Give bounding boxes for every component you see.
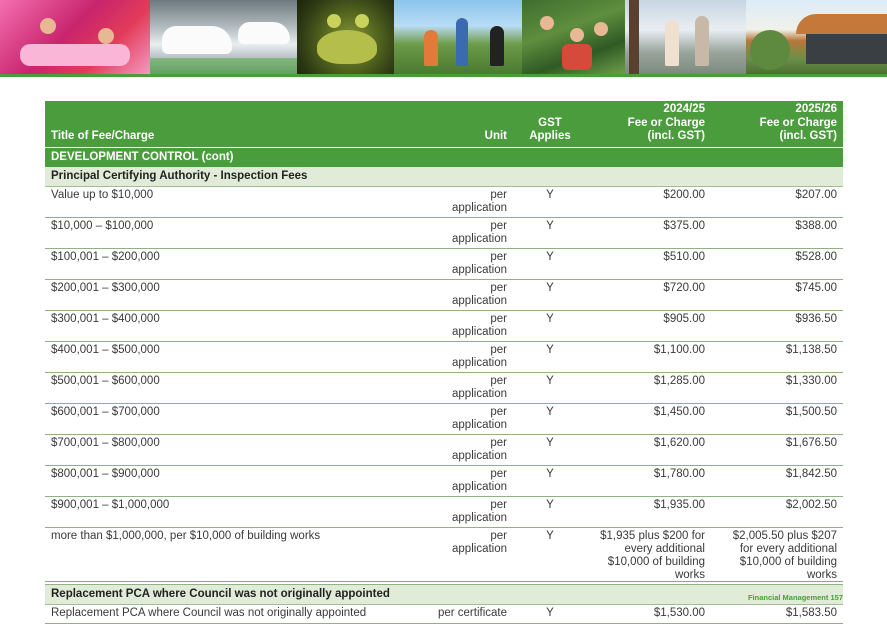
cell-unit: per application: [427, 372, 513, 403]
cell-gst: Y: [513, 310, 587, 341]
cell-unit: per application: [427, 279, 513, 310]
cell-title: $700,001 – $800,000: [45, 434, 427, 465]
photo-kids-garden: [522, 0, 625, 74]
table-row: [45, 604, 843, 623]
cell-fee-2024-25: $375.00: [587, 217, 711, 248]
table-row: [45, 279, 843, 310]
cell-unit: per application: [427, 248, 513, 279]
cell-title: $800,001 – $900,000: [45, 465, 427, 496]
table-row: [45, 465, 843, 496]
footer-divider: [45, 581, 843, 582]
cell-gst: Y: [513, 248, 587, 279]
cell-unit: per application: [427, 341, 513, 372]
table-row: [45, 217, 843, 248]
cell-fee-2025-26: $1,330.00: [711, 372, 843, 403]
photo-street-walk: [625, 0, 746, 74]
cell-title: $300,001 – $400,000: [45, 310, 427, 341]
cell-fee-2025-26: $936.50: [711, 310, 843, 341]
cell-fee-2025-26: $388.00: [711, 217, 843, 248]
cell-unit: per application: [427, 527, 513, 584]
cell-fee-2024-25: $1,935 plus $200 for every additional $10,000 of building works: [587, 527, 711, 584]
cell-fee-2025-26: $745.00: [711, 279, 843, 310]
photo-kids-reading: [0, 0, 150, 74]
cell-gst: Y: [513, 403, 587, 434]
cell-fee-2024-25: $905.00: [587, 310, 711, 341]
cell-unit: per application: [427, 403, 513, 434]
cell-fee-2024-25: $1,620.00: [587, 434, 711, 465]
table-row: [45, 310, 843, 341]
header-gst: GST Applies: [513, 101, 587, 147]
cell-fee-2024-25: $1,285.00: [587, 372, 711, 403]
cell-fee-2025-26: $1,138.50: [711, 341, 843, 372]
cell-gst: Y: [513, 527, 587, 584]
header-title: Title of Fee/Charge: [45, 101, 427, 147]
cell-fee-2024-25: $1,450.00: [587, 403, 711, 434]
cell-gst: Y: [513, 186, 587, 217]
page-footer: Financial Management 157: [747, 593, 843, 602]
cell-gst: Y: [513, 341, 587, 372]
header-fee-2025-26: 2025/26 Fee or Charge (incl. GST): [711, 101, 843, 147]
cell-fee-2024-25: $1,530.00: [587, 604, 711, 623]
cell-fee-2025-26: $1,842.50: [711, 465, 843, 496]
cell-fee-2025-26: $2,002.50: [711, 496, 843, 527]
cell-unit: per application: [427, 186, 513, 217]
header-fee-2024-25: 2024/25 Fee or Charge (incl. GST): [587, 101, 711, 147]
cell-fee-2024-25: $200.00: [587, 186, 711, 217]
cell-unit: per application: [427, 310, 513, 341]
photo-family-park: [394, 0, 522, 74]
cell-gst: Y: [513, 372, 587, 403]
table-header-row: [45, 101, 843, 147]
cell-unit: per certificate: [427, 604, 513, 623]
cell-fee-2024-25: $1,100.00: [587, 341, 711, 372]
header-unit: Unit: [427, 101, 513, 147]
banner-divider: [0, 74, 887, 77]
cell-gst: Y: [513, 217, 587, 248]
cell-gst: Y: [513, 604, 587, 623]
cell-gst: Y: [513, 434, 587, 465]
cell-unit: per application: [427, 434, 513, 465]
table-row: [45, 496, 843, 527]
cell-gst: Y: [513, 465, 587, 496]
cell-fee-2024-25: $510.00: [587, 248, 711, 279]
table-row: [45, 341, 843, 372]
cell-title: $100,001 – $200,000: [45, 248, 427, 279]
cell-fee-2025-26: $1,583.50: [711, 604, 843, 623]
cell-title: $500,001 – $600,000: [45, 372, 427, 403]
cell-unit: per application: [427, 217, 513, 248]
cell-fee-2025-26: $2,005.50 plus $207 for every additional $10,000 of building works: [711, 527, 843, 584]
cell-title: Value up to $10,000: [45, 186, 427, 217]
cell-fee-2025-26: $1,676.50: [711, 434, 843, 465]
cell-fee-2025-26: $207.00: [711, 186, 843, 217]
cell-unit: per application: [427, 465, 513, 496]
photo-banner: [0, 0, 887, 74]
table-row: [45, 248, 843, 279]
table-row: [45, 434, 843, 465]
table-row: [45, 186, 843, 217]
cell-fee-2025-26: $528.00: [711, 248, 843, 279]
section-heading: DEVELOPMENT CONTROL (cont): [45, 147, 843, 167]
table-row: [45, 403, 843, 434]
cell-title: Replacement PCA where Council was not originally appointed: [45, 604, 427, 623]
subsection-heading: Principal Certifying Authority - Inspection Fees: [45, 167, 843, 187]
cell-title: $400,001 – $500,000: [45, 341, 427, 372]
cell-title: $200,001 – $300,000: [45, 279, 427, 310]
cell-gst: Y: [513, 279, 587, 310]
cell-fee-2024-25: $720.00: [587, 279, 711, 310]
subsection-heading: Replacement PCA where Council was not originally appointed: [45, 584, 843, 604]
photo-electric-cars: [150, 0, 297, 74]
cell-title: $10,000 – $100,000: [45, 217, 427, 248]
cell-unit: per application: [427, 496, 513, 527]
cell-title: $900,001 – $1,000,000: [45, 496, 427, 527]
cell-fee-2025-26: $1,500.50: [711, 403, 843, 434]
cell-fee-2024-25: $1,780.00: [587, 465, 711, 496]
photo-frog: [297, 0, 394, 74]
cell-title: $600,001 – $700,000: [45, 403, 427, 434]
cell-title: more than $1,000,000, per $10,000 of building works: [45, 527, 427, 584]
table-row: [45, 372, 843, 403]
cell-fee-2024-25: $1,935.00: [587, 496, 711, 527]
table-row: [45, 527, 843, 584]
photo-building-cafe: [746, 0, 887, 74]
fee-table: [45, 101, 843, 624]
cell-gst: Y: [513, 496, 587, 527]
